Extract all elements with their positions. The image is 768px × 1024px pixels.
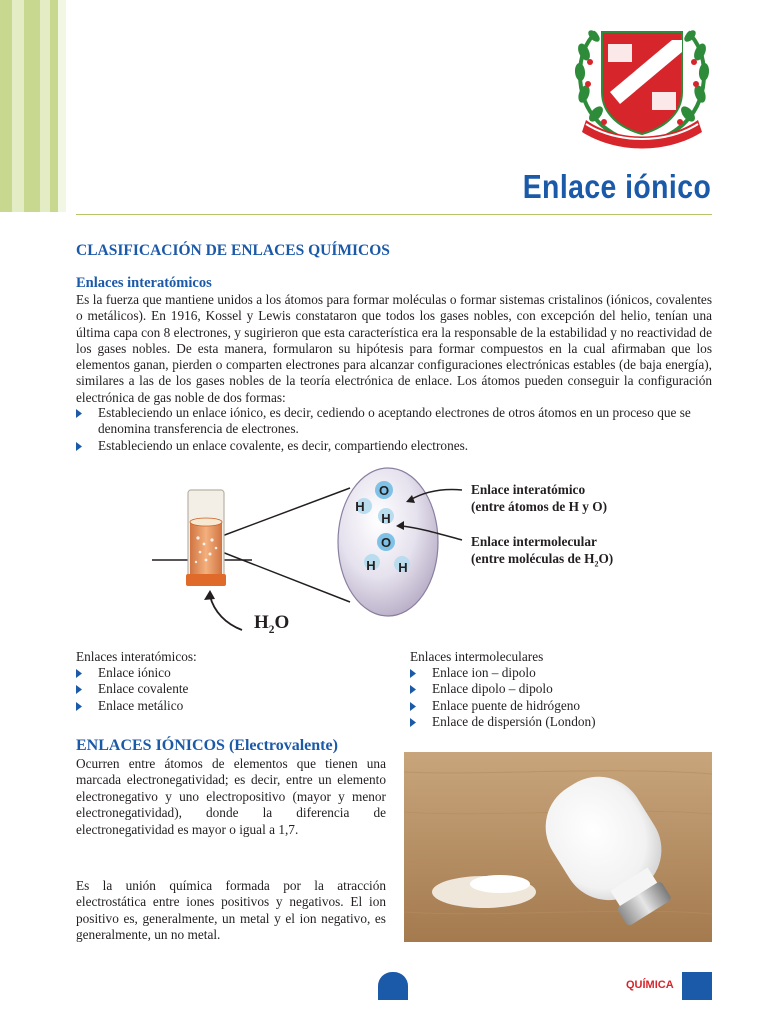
- footer-color-block: [682, 972, 712, 1000]
- subsection-heading: Enlaces interatómicos: [76, 275, 212, 291]
- header-stripe: [24, 0, 40, 212]
- bullet-icon: [76, 669, 82, 678]
- bullet-icon: [76, 685, 82, 694]
- intermolecular-list: [410, 665, 712, 730]
- bullet-icon: [410, 702, 416, 711]
- list-item: Estableciendo un enlace covalente, es decir, compartiendo electrones.: [76, 438, 712, 454]
- label-interatomic: Enlace interatómico (entre átomos de H y O): [471, 482, 608, 514]
- ionic-paragraph-1: Ocurren entre átomos de elementos que tienen una marcada electronegatividad; es decir, entre un elemento electronegativo y uno electropositivo (mayor y menor electronegatividad), donde la diferencia de electronegatividad es mayor o igual a 1,7.: [76, 756, 386, 837]
- header-stripe: [40, 0, 50, 212]
- ionic-heading: ENLACES IÓNICOS (Electrovalente): [76, 737, 338, 754]
- footer-subject: QUÍMICA: [626, 979, 674, 991]
- title-divider: [76, 214, 712, 215]
- list-item: Enlace dipolo – dipolo: [410, 681, 712, 697]
- intro-paragraph: Es la fuerza que mantiene unidos a los átomos para formar moléculas o formar sistemas cristalinos (iónicos, covalentes o metálicos). En 1916, Kossel y Lewis constataron que todos los gases nobles, con excepción del helio, tenían una última capa con 8 electrones, y sugirieron que esta característica era la responsable de la estabilidad y no reactividad de los gases nobles. De esta manera, formularon su hipótesis para formar compuestos en la cual afirmaban que los elementos ganan, pierden o comparten electrones para alcanzar configuraciones electrónicas estables (de baja energía), similares a las de los gases nobles de la teoría electrónica de enlace. Los átomos pueden conseguir la configuración electrónica de gas noble de dos formas:: [76, 292, 712, 405]
- atom-label: H: [398, 560, 408, 575]
- interatomic-list: [76, 665, 376, 714]
- atom-label: H: [381, 511, 391, 526]
- list-item: Estableciendo un enlace iónico, es decir, cediendo o aceptando electrones de otros átomos en un proceso que se denomina transferencia de electrones.: [76, 405, 712, 438]
- header-stripe: [50, 0, 58, 212]
- page-title: Enlace iónico: [522, 168, 711, 205]
- list-item: Enlace metálico: [76, 698, 376, 714]
- water-formula: $H_2O$: [254, 612, 290, 636]
- atom-label: O: [378, 483, 390, 498]
- header-stripe: [58, 0, 66, 212]
- salt-shaker-photo: [404, 752, 712, 942]
- page-number-tab: [378, 972, 408, 1000]
- header-stripe: [12, 0, 24, 212]
- atom-label: H: [355, 499, 365, 514]
- list-item: Enlace iónico: [76, 665, 376, 681]
- bullet-icon: [410, 718, 416, 727]
- bullet-icon: [76, 442, 82, 451]
- bullet-icon: [410, 685, 416, 694]
- label-intermolecular: Enlace intermolecular (entre moléculas de $H_2O$): [471, 534, 614, 569]
- header-stripe: [0, 0, 12, 212]
- list-item: Enlace puente de hidrógeno: [410, 698, 712, 714]
- section-heading: CLASIFICACIÓN DE ENLACES QUÍMICOS: [76, 242, 390, 259]
- intermolecular-list-heading: Enlaces intermoleculares: [410, 649, 544, 664]
- atom-label: O: [380, 535, 392, 550]
- ionic-paragraph-2: Es la unión química formada por la atracción electrostática entre iones positivos y negativos. El ion positivo es, generalmente, un metal y el ion negativo, es generalmente, un no metal.: [76, 878, 386, 943]
- bond-method-list: [76, 405, 712, 454]
- bullet-icon: [76, 702, 82, 711]
- bullet-icon: [76, 409, 82, 418]
- list-item: Enlace covalente: [76, 681, 376, 697]
- atom-label: H: [366, 558, 376, 573]
- school-crest-logo: [572, 22, 712, 152]
- interatomic-list-heading: Enlaces interatómicos:: [76, 649, 197, 664]
- bullet-icon: [410, 669, 416, 678]
- list-item: Enlace ion – dipolo: [410, 665, 712, 681]
- list-item: Enlace de dispersión (London): [410, 714, 712, 730]
